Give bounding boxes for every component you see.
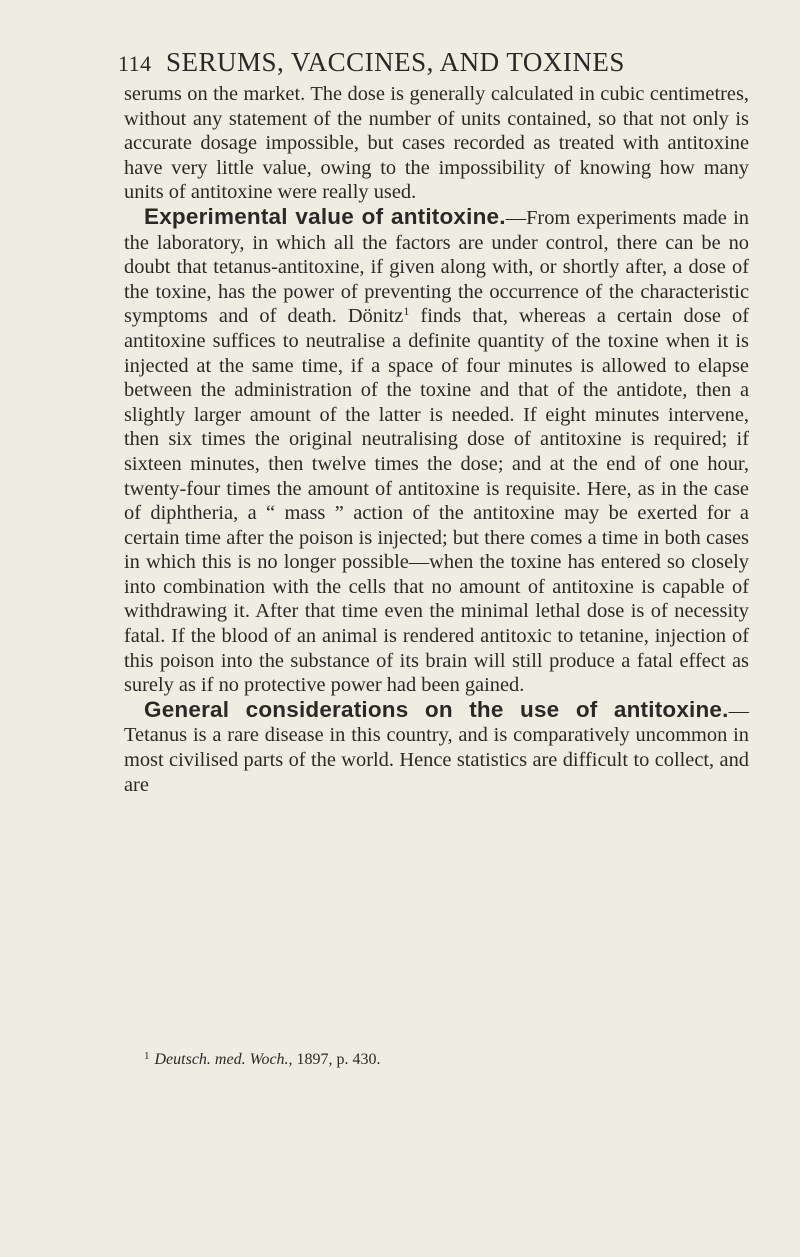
section-heading-experimental-value: Experimental value of antitoxine. — [144, 203, 506, 229]
footnote-mark: 1 — [144, 1050, 150, 1062]
footnote-source: Deutsch. med. Woch. — [154, 1051, 289, 1068]
running-head — [118, 44, 778, 80]
paragraph-serums-market: serums on the market. The dose is generally calculated in cubic centimetres, without any statement of the number of units contained, so that not only is accurate dosage impossible, but cases recorded as treated with antitoxine have very little value, owing to the impossibility of knowing how many units of antitoxine were really used. — [124, 83, 749, 204]
page-number: 114 — [118, 51, 152, 76]
running-title: SERUMS, VACCINES, AND TOXINES — [166, 47, 625, 77]
footnote — [144, 1046, 744, 1070]
paragraph-text: —From experiments made in the laboratory, in which all the factors are under control, there can be no doubt that tetanus-antitoxine, if given along with, or shortly after, a dose of the toxine, has the power of preventing the occurrence of the characteristic symptoms and of death. Dönitz — [124, 206, 749, 328]
paragraph-text: —Tetanus is a rare disease in this country, and is comparatively uncommon in most civilised parts of the world. Hence statistics are difficult to collect, and are — [124, 699, 749, 796]
body-text — [124, 82, 749, 797]
footnote-reference: 1 — [403, 304, 410, 319]
paragraph-experimental-value — [124, 205, 749, 698]
paragraph-text-continued: finds that, whereas a certain dose of antitoxine suffices to neutralise a definite quantity of the toxine when it is injected at the same time, if a space of four minutes is allowed to elapse between the administration of the toxine and that of the antidote, then a slightly larger amount of the latter is needed. If eight minutes intervene, then six times the original neutralising dose of antitoxine is required; if sixteen minutes, then twelve times the dose; and at the end of one hour, twenty-four times the amount of antitoxine is requisite. Here, as in the case of diphtheria, a “ mass ” action of the antitoxine may be exerted for a certain time after the poison is injected; but there comes a time in both cases in which this is no longer possible—when the toxine has entered so closely into combination with the cells that no amount of antitoxine is capable of withdrawing it. After that time even the minimal lethal dose is of necessity fatal. If the blood of an animal is rendered antitoxic to tetanine, injection of this poison into the substance of its brain will still produce a fatal effect as surely as if no protective power had been gained. — [124, 305, 749, 697]
footnote-detail: , 1897, p. 430. — [288, 1051, 381, 1068]
paragraph-general-considerations — [124, 698, 749, 797]
section-heading-general-considerations: General considerations on the use of antitoxine. — [144, 696, 729, 722]
